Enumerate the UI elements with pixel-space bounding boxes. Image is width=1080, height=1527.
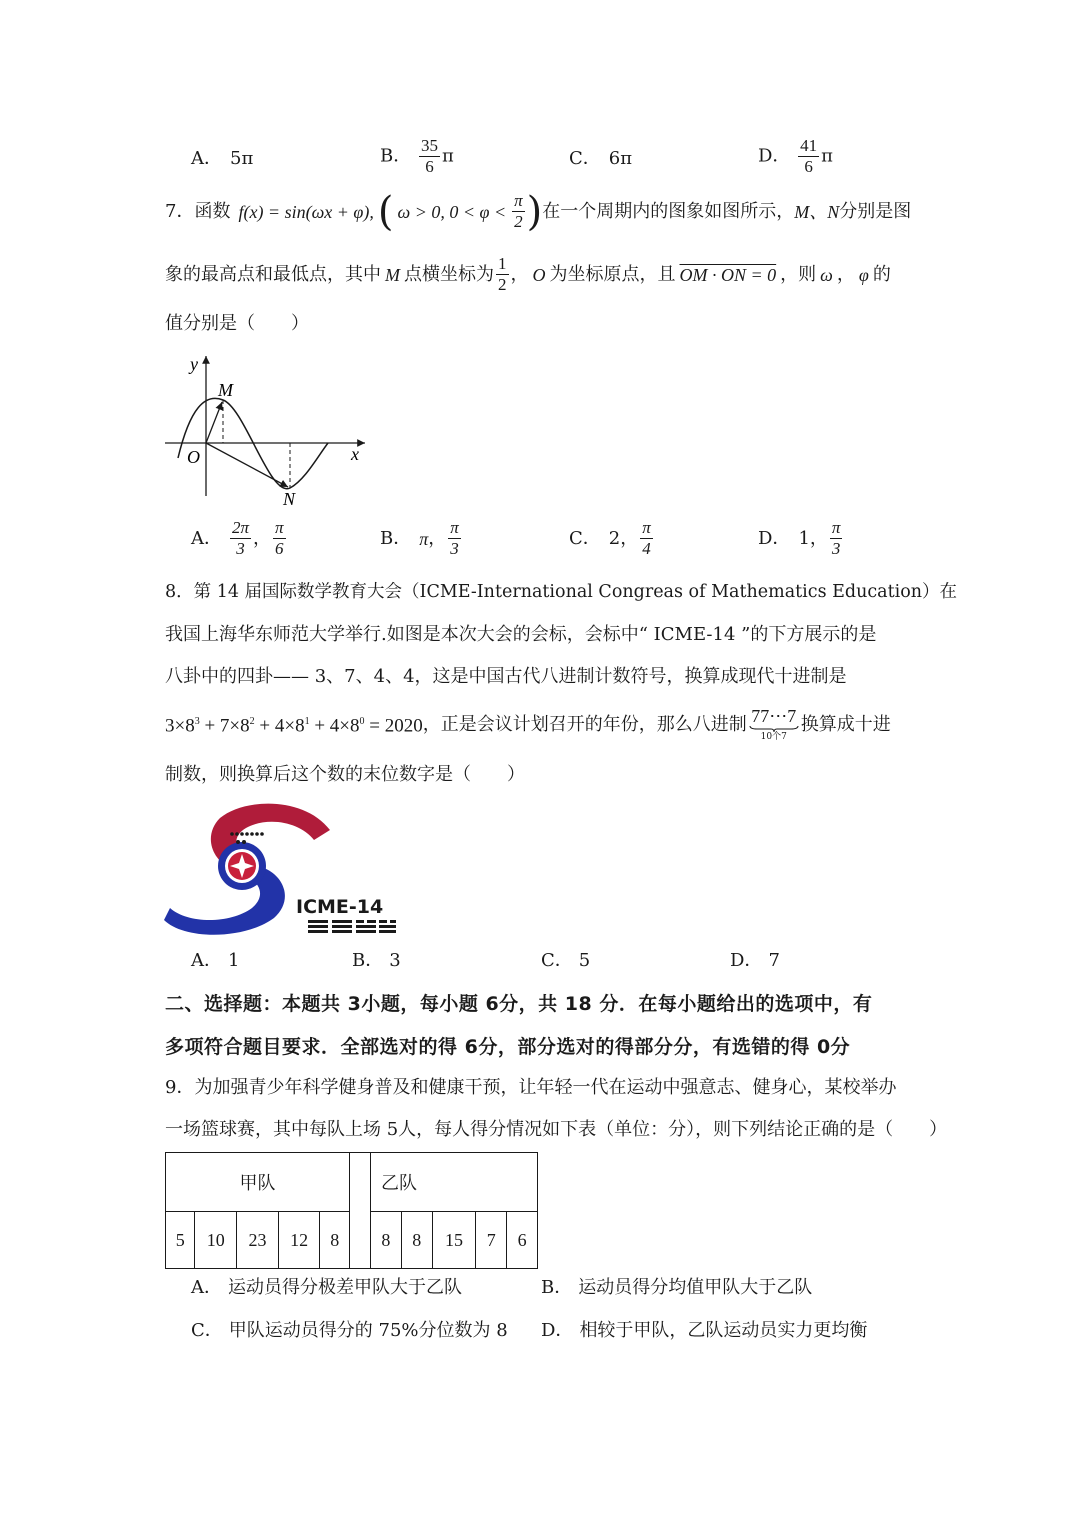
q8-option-d[interactable]: D． 7 (730, 950, 780, 971)
q7-line3: 值分别是（ ） (165, 313, 309, 334)
q7-line1: 7．函数 f(x) = sin(ωx + φ), ( ω > 0, 0 < φ < $\frac{\pi}{2}$ ) 在一个周期内的图象如图所示， M、N 分别是图 (165, 188, 912, 235)
score-a: 23 (237, 1212, 279, 1269)
q7-option-a[interactable]: A． $\frac{2\pi}{3}$ ， $\frac{\pi}{6}$ (191, 518, 284, 558)
q8-option-b[interactable]: B． 3 (352, 950, 401, 971)
option-label: B． (380, 145, 412, 167)
score-a: 10 (195, 1212, 237, 1269)
q7-option-c[interactable]: C． 2 ， $\frac{\pi}{4}$ (569, 518, 651, 558)
section2-line1: 二、选择题：本题共 3小题，每小题 6分，共 18 分．在每小题给出的选项中，有 (165, 993, 873, 1015)
q8-option-a[interactable]: A． 1 (191, 950, 240, 971)
option-value: 5π (230, 148, 254, 169)
label-o: O (187, 447, 200, 467)
score-b: 8 (401, 1212, 432, 1269)
q9-option-d[interactable]: D． 相较于甲队，乙队运动员实力更均衡 (541, 1320, 868, 1341)
team-a-header: 甲队 (166, 1153, 350, 1212)
q8-option-c[interactable]: C． 5 (541, 950, 591, 971)
table-spacer (350, 1153, 371, 1269)
option-label: A． (191, 148, 222, 169)
q8-line1: 8．第 14 届国际数学教育大会（ICME-International Congreas of Mathematics Education）在 (165, 582, 958, 602)
score-a: 12 (278, 1212, 320, 1269)
q7-vector-expr: OM · ON = 0 (679, 264, 777, 285)
label-m: M (218, 380, 233, 400)
q6-option-b[interactable]: B． $\frac{35}{6}$ π (380, 136, 454, 176)
q7-option-d[interactable]: D． 1 ， $\frac{\pi}{3}$ (758, 518, 841, 558)
label-y: y (190, 354, 198, 374)
q6-option-d[interactable]: D． $\frac{41}{6}$ π (758, 136, 834, 176)
q6-option-c[interactable] (569, 146, 632, 172)
q8-equation: $3\times 8^3 + 7\times 8^2 + 4\times 8^1 + 4\times 8^0 = 2020$ (165, 715, 423, 737)
score-b: 6 (507, 1212, 538, 1269)
q8-octal-number: 77⋯7 10个7 (749, 706, 799, 743)
option-fraction: $\frac{41}{6}$ (800, 136, 818, 176)
q8-line4: $3\times 8^3 + 7\times 8^2 + 4\times 8^1 + 4\times 8^0 = 2020$ ，正是会议计划召开的年份，那么八进制 77⋯7 10个7 换算成十进 (165, 706, 891, 742)
q7-line2: 象的最高点和最低点，其中 M 点横坐标为 $\frac{1}{2}$ ， O 为坐标原点，且 OM · ON = 0 ，则 ω ， φ 的 (165, 254, 891, 294)
q9-option-c[interactable]: C． 甲队运动员得分的 75%分位数为 8 (191, 1320, 508, 1341)
label-x: x (351, 444, 359, 464)
q9-line2: 一场篮球赛，其中每队上场 5人，每人得分情况如下表（单位：分），则下列结论正确的是（ ） (165, 1119, 948, 1140)
option-fraction: $\frac{35}{6}$ (420, 136, 438, 176)
option-label: D． (758, 145, 791, 167)
score-a: 5 (166, 1212, 195, 1269)
vector-om (206, 402, 222, 443)
q9-option-a[interactable]: A． 运动员得分极差甲队大于乙队 (191, 1277, 462, 1298)
q8-line2: 我国上海华东师范大学举行.如图是本次大会的会标，会标中“ ICME-14 ”的下方展示的是 (165, 624, 877, 645)
vector-on (206, 443, 288, 487)
q7-condition: ( ω > 0, 0 < φ < $\frac{\pi}{2}$ ) (377, 188, 543, 235)
q6-option-a[interactable] (191, 146, 253, 172)
q9-option-b[interactable]: B． 运动员得分均值甲队大于乙队 (541, 1277, 813, 1298)
label-n: N (283, 489, 296, 509)
q7-formula: f(x) = sin(ωx + φ), (238, 201, 374, 222)
q8-line3: 八卦中的四卦—— 3、7、4、4，这是中国古代八进制计数符号，换算成现代十进制是 (165, 666, 847, 687)
team-b-header: 乙队 (371, 1153, 538, 1212)
section2-line2: 多项符合题目要求．全部选对的得 6分，部分选对的得部分分，有选错的得 0分 (165, 1036, 851, 1058)
q8-line5: 制数，则换算后这个数的末位数字是（ ） (165, 764, 525, 785)
score-b: 15 (432, 1212, 476, 1269)
q9-score-table (165, 1152, 538, 1269)
q7-sine-graph (160, 348, 375, 513)
option-label: C． (569, 148, 601, 169)
q9-line1: 9．为加强青少年科学健身普及和健康干预，让年轻一代在运动中强意志、健身心，某校举办 (165, 1077, 897, 1098)
logo-text: ICME-14 (296, 896, 384, 918)
score-b: 7 (476, 1212, 507, 1269)
score-b: 8 (371, 1212, 402, 1269)
score-a: 8 (320, 1212, 350, 1269)
icme-logo (164, 800, 396, 940)
q7-option-b[interactable]: B． π ， $\frac{\pi}{3}$ (380, 518, 459, 558)
option-value: 6π (608, 148, 633, 169)
